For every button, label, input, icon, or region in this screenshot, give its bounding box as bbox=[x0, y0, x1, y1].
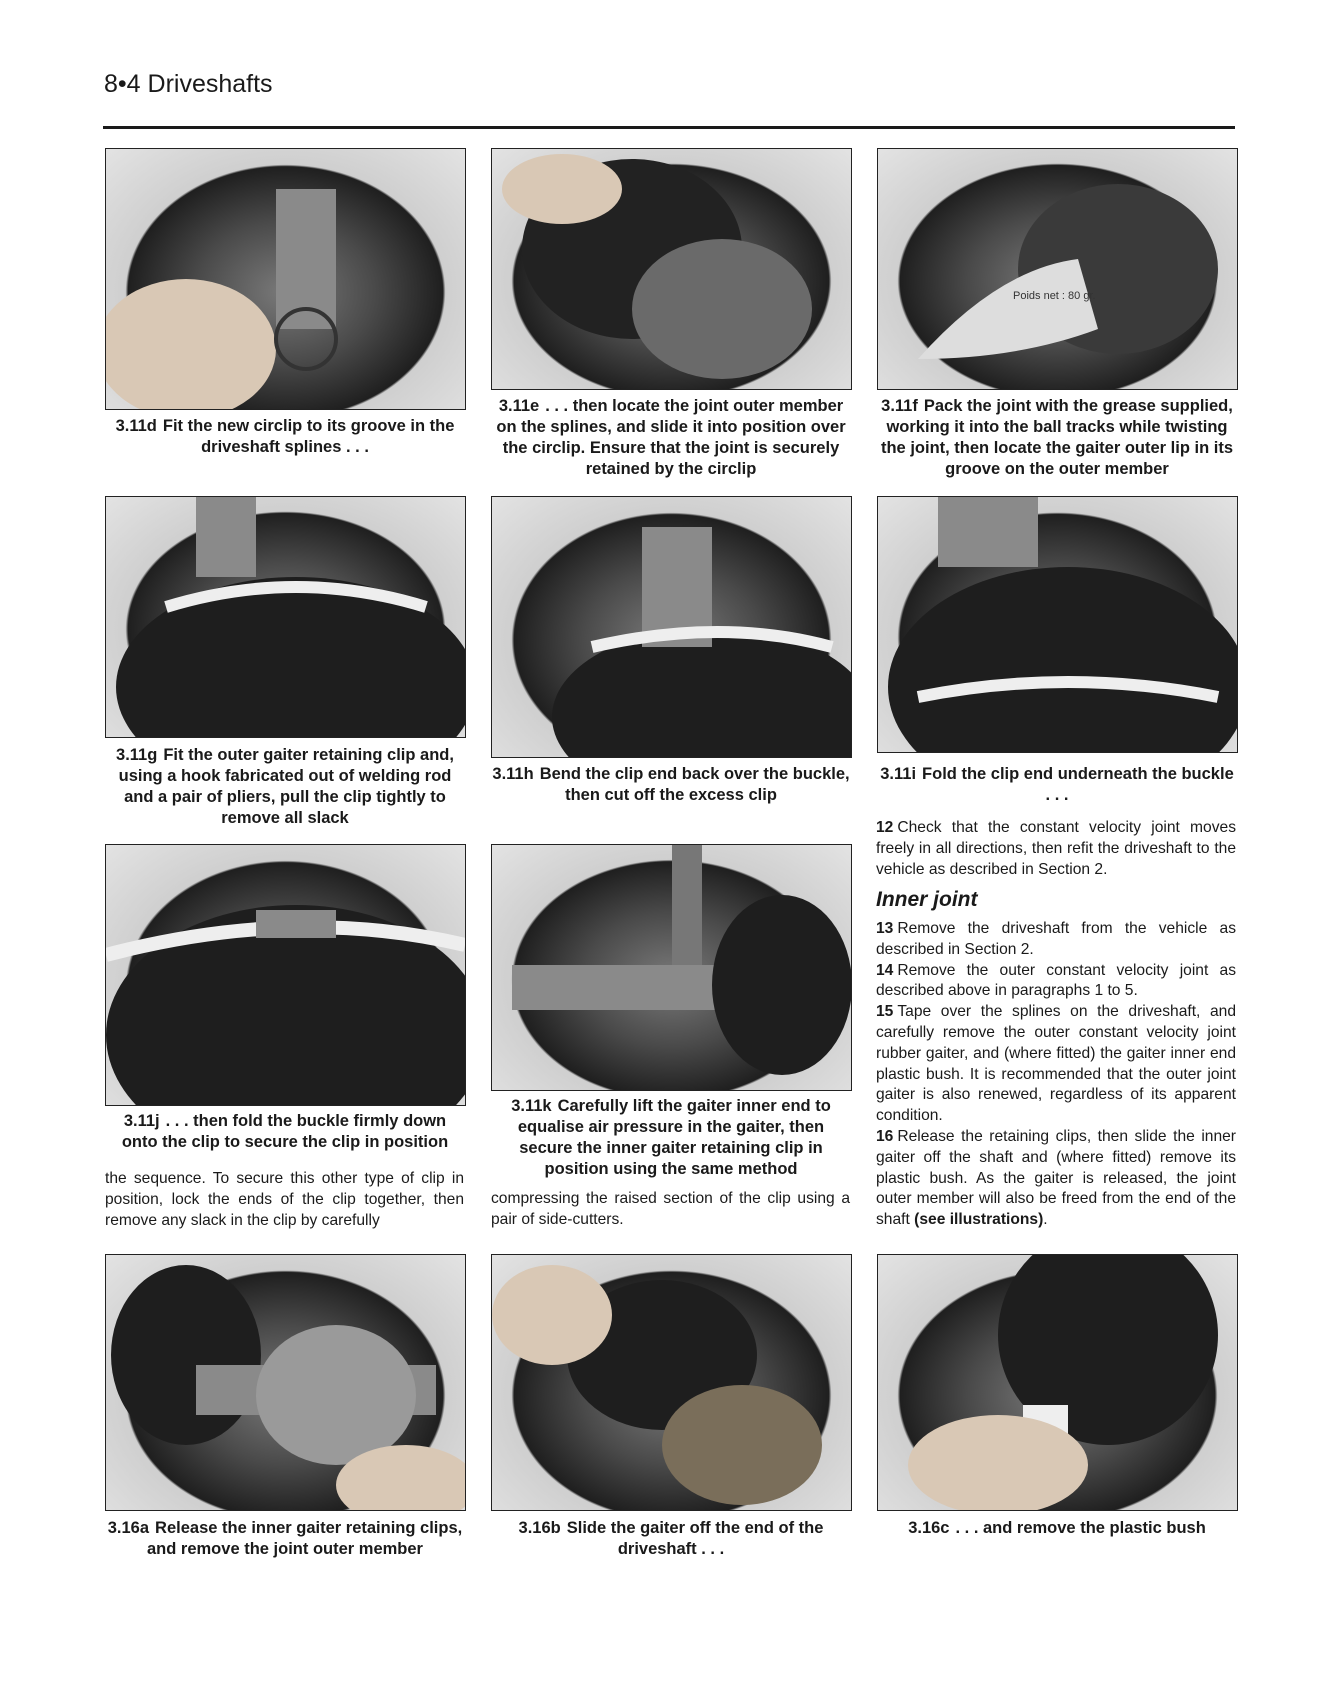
paragraph-16 bbox=[876, 1127, 1236, 1231]
paragraph-text: Check that the constant velocity joint moves freely in all directions, then refit the driveshaft to the vehicle as described in Section 2. bbox=[876, 819, 1236, 878]
grease-tube-label: Poids net : 80 gr. bbox=[1013, 290, 1096, 302]
caption-text: Release the inner gaiter retaining clips, and remove the joint outer member bbox=[147, 1519, 463, 1558]
caption-number: 3.11j bbox=[123, 1112, 160, 1130]
caption-3-11d bbox=[105, 416, 465, 458]
caption-text: Slide the gaiter off the end of the driveshaft . . . bbox=[566, 1519, 824, 1558]
caption-number: 3.11g bbox=[116, 746, 158, 764]
caption-3-11h bbox=[491, 764, 851, 806]
photo-3-11e bbox=[491, 148, 852, 390]
header-rule bbox=[103, 126, 1235, 129]
paragraph-text: Remove the outer constant velocity joint as described above in paragraphs 1 to 5. bbox=[876, 961, 1236, 1000]
caption-text: Fit the outer gaiter retaining clip and, using a hook fabricated out of welding rod and a pair of pliers, pull the clip tightly to remove all slack bbox=[118, 746, 454, 827]
column-2-text bbox=[491, 1189, 850, 1231]
photo-3-16a bbox=[105, 1254, 466, 1511]
caption-number: 3.16b bbox=[518, 1519, 561, 1537]
paragraph-number: 14 bbox=[876, 961, 894, 979]
caption-3-11j bbox=[105, 1111, 465, 1153]
paragraph-14 bbox=[876, 961, 1236, 1003]
column-3-text-lower bbox=[876, 919, 1236, 1231]
caption-text: . . . then fold the buckle firmly down onto the clip to secure the clip in position bbox=[121, 1112, 449, 1151]
section-title: Driveshafts bbox=[147, 70, 273, 98]
caption-text: Bend the clip end back over the buckle, then cut off the excess clip bbox=[539, 765, 850, 804]
caption-number: 3.11f bbox=[881, 397, 918, 415]
paragraph-number: 16 bbox=[876, 1127, 894, 1145]
paragraph-number: 15 bbox=[876, 1003, 894, 1021]
illustration-reference: (see illustrations) bbox=[914, 1211, 1044, 1229]
paragraph-text: Release the retaining clips, then slide the inner gaiter off the shaft and (where fitted) remove its plastic bush. As the gaiter is released, the joint outer member will also be freed from the end of the shaft bbox=[876, 1127, 1236, 1229]
caption-text: Fit the new circlip to its groove in the driveshaft splines . . . bbox=[162, 417, 455, 456]
photo-3-11g bbox=[105, 496, 466, 738]
photo-3-11h bbox=[491, 496, 852, 758]
caption-number: 3.11i bbox=[880, 765, 917, 783]
paragraph-end: . bbox=[1043, 1211, 1048, 1229]
photo-3-16c bbox=[877, 1254, 1238, 1511]
photo-3-11d bbox=[105, 148, 466, 410]
photo-3-11j bbox=[105, 844, 466, 1106]
paragraph-13 bbox=[876, 919, 1236, 961]
caption-number: 3.11k bbox=[511, 1097, 552, 1115]
caption-3-16c bbox=[877, 1518, 1237, 1539]
paragraph-15 bbox=[876, 1002, 1236, 1127]
caption-3-11k bbox=[491, 1096, 851, 1180]
caption-text: Carefully lift the gaiter inner end to equalise air pressure in the gaiter, then secure the inner gaiter retaining clip in position using the same method bbox=[517, 1097, 831, 1178]
caption-number: 3.16c bbox=[908, 1519, 950, 1537]
column-1-text bbox=[105, 1169, 464, 1231]
caption-text: Fold the clip end underneath the buckle . . . bbox=[922, 765, 1234, 804]
caption-text: . . . then locate the joint outer member on the splines, and slide it into position over the circlip. Ensure that the joint is securely retained by the circlip bbox=[496, 397, 846, 478]
caption-text: Pack the joint with the grease supplied, working it into the ball tracks while twisting the joint, then locate the gaiter outer lip in its groove on the outer member bbox=[880, 397, 1234, 478]
caption-3-11i bbox=[877, 764, 1237, 806]
paragraph-number: 13 bbox=[876, 920, 894, 937]
caption-3-11f bbox=[877, 396, 1237, 480]
continued-paragraph: compressing the raised section of the clip using a pair of side-cutters. bbox=[491, 1190, 850, 1228]
photo-3-16b bbox=[491, 1254, 852, 1511]
paragraph-number: 12 bbox=[876, 819, 894, 836]
caption-text: . . . and remove the plastic bush bbox=[955, 1519, 1206, 1537]
caption-number: 3.11h bbox=[492, 765, 534, 783]
caption-number: 3.11e bbox=[498, 397, 540, 415]
caption-3-16b bbox=[491, 1518, 851, 1560]
caption-number: 3.11d bbox=[115, 417, 157, 435]
paragraph-12 bbox=[876, 818, 1236, 880]
caption-3-11g bbox=[105, 745, 465, 829]
paragraph-text: Remove the driveshaft from the vehicle as described in Section 2. bbox=[876, 920, 1236, 958]
caption-number: 3.16a bbox=[107, 1519, 150, 1537]
page-number: 8•4 bbox=[104, 70, 141, 98]
subheading-inner-joint: Inner joint bbox=[876, 888, 978, 911]
paragraph-text: Tape over the splines on the driveshaft, and carefully remove the outer constant velocity joint rubber gaiter, and (where fitted) the gaiter inner end plastic bush. It is recommended that the outer joint gaiter is also renewed, regardless of its apparent condition. bbox=[876, 1003, 1236, 1125]
photo-3-11f bbox=[877, 148, 1238, 390]
caption-3-16a bbox=[105, 1518, 465, 1560]
page-header bbox=[104, 70, 273, 99]
caption-3-11e bbox=[491, 396, 851, 480]
column-3-text-upper bbox=[876, 818, 1236, 880]
continued-paragraph: the sequence. To secure this other type of clip in position, lock the ends of the clip together, then remove any slack in the clip by carefully bbox=[105, 1170, 464, 1229]
photo-3-11k bbox=[491, 844, 852, 1091]
photo-3-11i bbox=[877, 496, 1238, 753]
